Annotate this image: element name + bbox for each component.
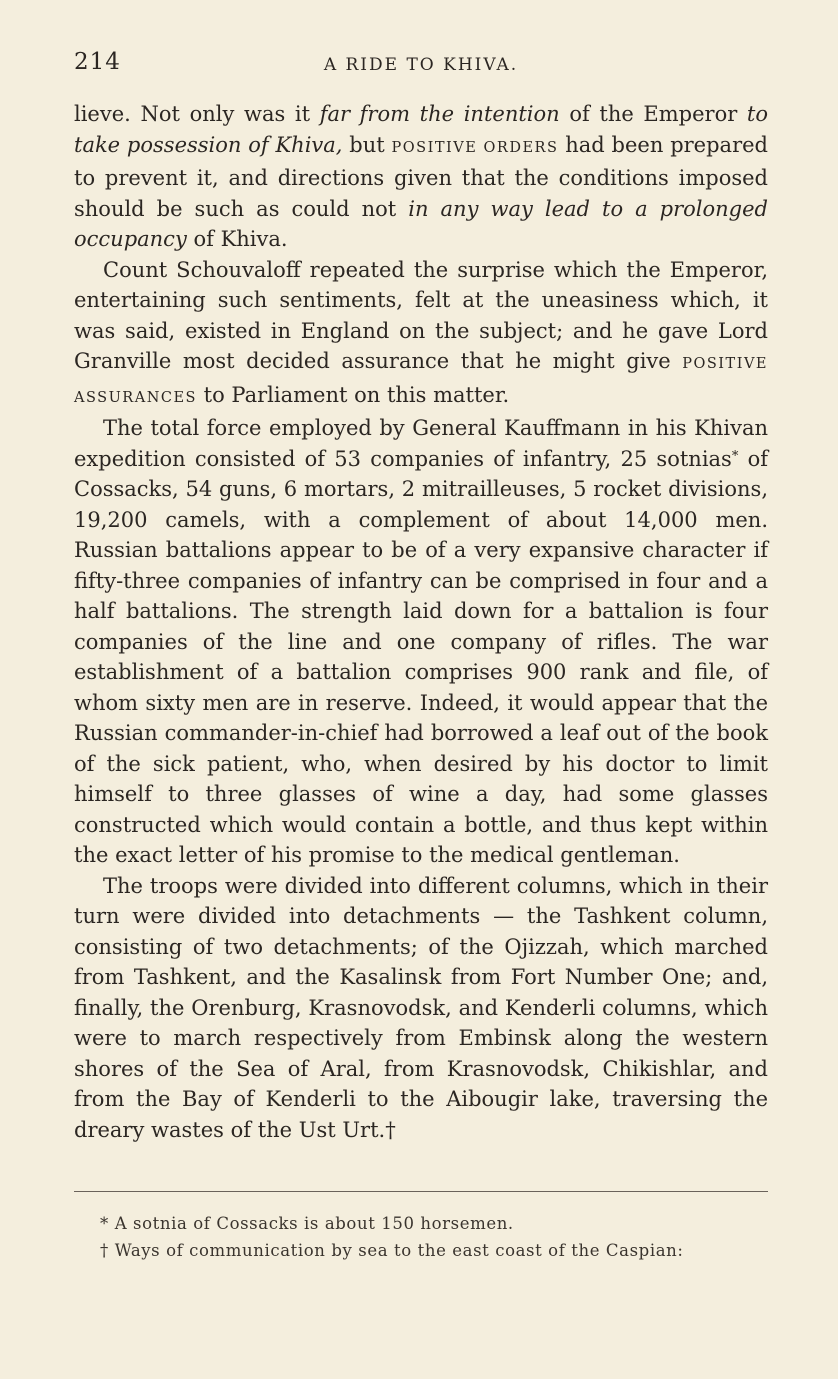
footnotes xyxy=(74,1210,768,1264)
text-run: of Cossacks, 54 guns, 6 mortars, 2 mitrailleuses, 5 rocket divisions, 19,200 camels, with a complement of about 14,000 men. Russian battalions appear to be of a very expansive character if fifty-three companies of infantry can be comprised in four and a half battalions. The strength laid down for a battalion is four companies of the line and one company of rifles. The war establishment of a battalion comprises 900 rank and file, of whom sixty men are in reserve. Indeed, it would appear that the Russian commander-in-chief had borrowed a leaf out of the book of the sick patient, who, when desired by his doctor to limit himself to three glasses of wine a day, had some glasses constructed which would contain a bottle, and thus kept within the exact letter of his promise to the medical gentleman. xyxy=(74,446,769,867)
running-head: A RIDE TO KHIVA. xyxy=(323,55,519,75)
text-run: but xyxy=(342,132,392,157)
small-caps-run: POSITIVE ORDERS xyxy=(391,139,559,156)
footnote-marker-dagger: † xyxy=(385,1117,396,1142)
text-run: lieve. Not only was it xyxy=(74,102,320,126)
text-run: to Parliament on this matter. xyxy=(197,382,510,407)
text-run: The total force employed by General Kauffmann in his Khivan expedition consisted of 53 companies of infantry, 25 sotnias xyxy=(74,416,768,471)
paragraph-4 xyxy=(74,871,768,1146)
page-number: 214 xyxy=(74,49,121,75)
small-caps-run: POSITIVE ASSURANCES xyxy=(74,356,768,406)
footnote-1: * A sotnia of Cossacks is about 150 horsemen. xyxy=(100,1214,514,1233)
paragraph-1 xyxy=(74,99,768,255)
italic-run: to take possession of Khiva, xyxy=(74,102,768,157)
text-run: had been prepared to prevent it, and directions given that the conditions imposed should be such as could not xyxy=(74,132,768,221)
text-run: The troops were divided into different columns, which in their turn were divided into detachments — the Tashkent column, consisting of two detachments; of the Ojizzah, which marched from Tashkent, and the Kasalinsk from Fort Number One; and, finally, the Orenburg, Krasnovodsk, and Kenderli columns, which were to march respectively from Embinsk along the western shores of the Sea of Aral, from Krasnovodsk, Chikishlar, and from the Bay of Kenderli to the Aibougir lake, traversing the dreary wastes of the Ust Urt. xyxy=(74,873,768,1142)
text-run: Count Schouvaloff repeated the surprise which the Emperor, entertaining such sentiments, felt at the uneasiness which, it was said, existed in England on the subject; and he gave Lord Granville most decided assurance that he might give xyxy=(74,257,768,373)
paragraph-3 xyxy=(74,413,768,871)
page-header xyxy=(74,47,768,81)
text-run: of Khiva. xyxy=(186,227,288,251)
footnote-2: † Ways of communication by sea to the east coast of the Caspian: xyxy=(100,1241,684,1260)
footnote-marker-asterisk: * xyxy=(731,448,739,464)
italic-run: in any way lead to a prolonged occupancy xyxy=(74,196,768,251)
italic-run: far from the intention xyxy=(319,102,560,126)
paragraph-2 xyxy=(74,255,768,414)
text-run: of the Emperor xyxy=(559,102,747,126)
footnote-rule xyxy=(74,1191,768,1192)
body-text xyxy=(74,99,768,1145)
